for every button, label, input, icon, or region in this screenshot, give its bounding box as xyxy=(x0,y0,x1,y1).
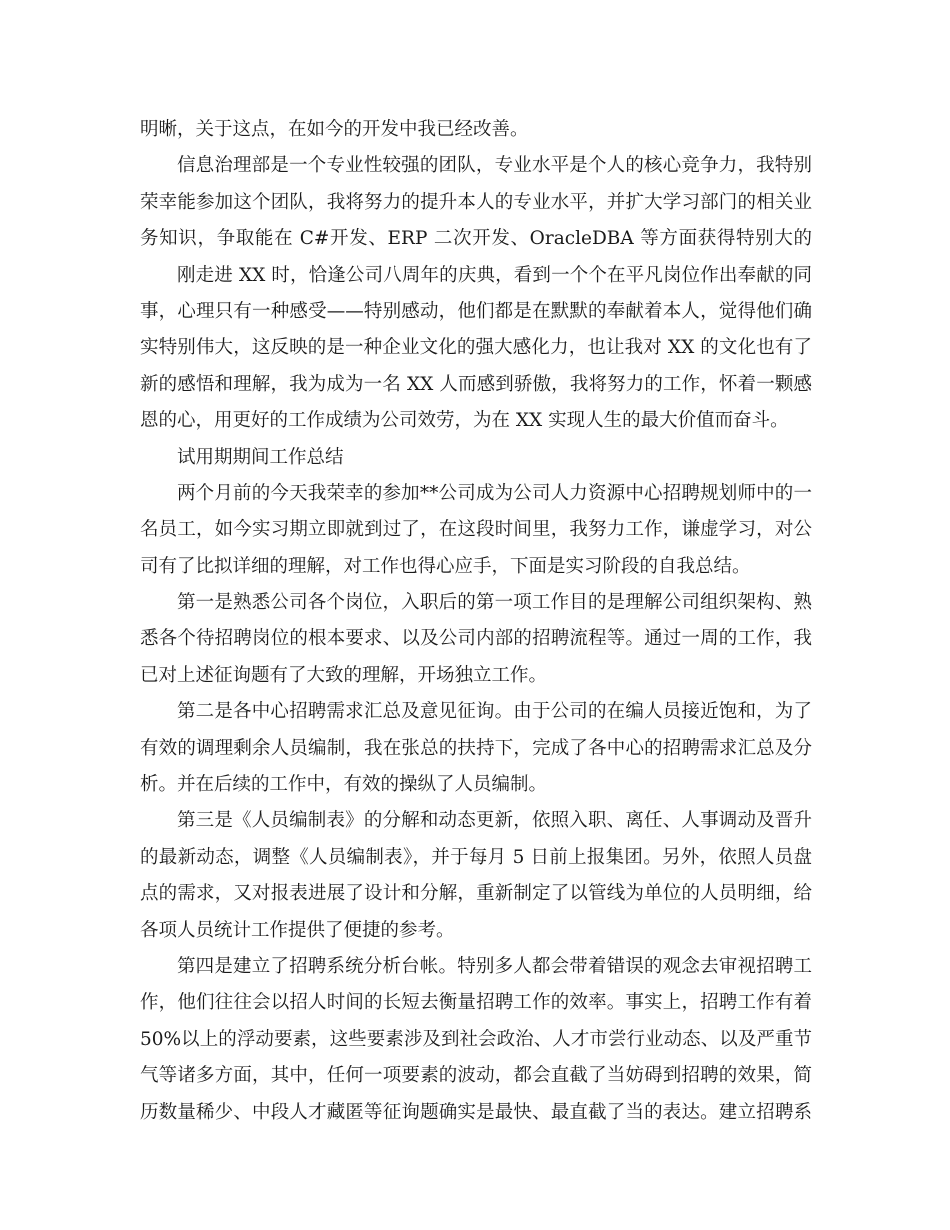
document-body xyxy=(140,112,812,1131)
text-line: 析。并在后续的工作中，有效的操纵了人员编制。 xyxy=(140,774,548,796)
text-line: 荣幸能参加这个团队，我将努力的提升本人的专业水平，并扩大学习部门的相关业 xyxy=(140,191,812,213)
text-line: 试用期期间工作总结 xyxy=(177,446,344,468)
text-line: 名员工，如今实习期立即就到过了，在这段时间里，我努力工作，谦虚学习，对公 xyxy=(140,519,812,541)
text-line: 气等诸多方面，其中，任何一项要素的波动，都会直截了当妨碍到招聘的效果，简 xyxy=(140,1065,812,1087)
text-line: 历数量稀少、中段人才藏匿等征询题确实是最快、最直截了当的表达。建立招聘系 xyxy=(140,1101,812,1123)
text-line: 新的感悟和理解，我为成为一名 XX 人而感到骄傲，我将努力的工作，怀着一颗感 xyxy=(140,373,812,395)
text-line: 实特别伟大，这反映的是一种企业文化的强大感化力，也让我对 XX 的文化也有了 xyxy=(140,337,812,359)
text-line: 恩的心，用更好的工作成绩为公司效劳，为在 XX 实现人生的最大价值而奋斗。 xyxy=(140,410,789,432)
text-line: 点的需求，又对报表进展了设计和分解，重新制定了以管线为单位的人员明细，给 xyxy=(140,883,812,905)
text-line: 事，心理只有一种感受——特别感动，他们都是在默默的奉献着本人，觉得他们确 xyxy=(140,300,812,322)
text-line: 各项人员统计工作提供了便捷的参考。 xyxy=(140,919,455,941)
text-line: 司有了比拟详细的理解，对工作也得心应手，下面是实习阶段的自我总结。 xyxy=(140,555,751,577)
text-line: 已对上述征询题有了大致的理解，开场独立工作。 xyxy=(140,664,548,686)
text-line: 第二是各中心招聘需求汇总及意见征询。由于公司的在编人员接近饱和，为了 xyxy=(177,701,812,723)
text-line: 50%以上的浮动要素，这些要素涉及到社会政治、人才市尝行业动态、以及严重节 xyxy=(140,1028,812,1050)
text-line: 两个月前的今天我荣幸的参加**公司成为公司人力资源中心招聘规划师中的一 xyxy=(177,482,812,504)
text-line: 的最新动态，调整《人员编制表》，并于每月 5 日前上报集团。另外，依照人员盘 xyxy=(140,846,812,868)
text-line: 第四是建立了招聘系统分析台帐。特别多人都会带着错误的观念去审视招聘工 xyxy=(177,955,812,977)
text-line: 明晰，关于这点，在如今的开发中我已经改善。 xyxy=(140,119,529,140)
text-line: 有效的调理剩余人员编制，我在张总的扶持下，完成了各中心的招聘需求汇总及分 xyxy=(140,737,812,759)
text-line: 务知识，争取能在 C#开发、ERP 二次开发、OracleDBA 等方面获得特别大的 xyxy=(140,228,812,250)
text-line: 信息治理部是一个专业性较强的团队，专业水平是个人的核心竞争力，我特别 xyxy=(177,155,812,177)
text-line: 作，他们往往会以招人时间的长短去衡量招聘工作的效率。事实上，招聘工作有着 xyxy=(140,992,812,1014)
text-line: 悉各个待招聘岗位的根本要求、以及公司内部的招聘流程等。通过一周的工作，我 xyxy=(140,628,812,650)
text-line: 刚走进 XX 时，恰逢公司八周年的庆典，看到一个个在平凡岗位作出奉献的同 xyxy=(177,264,812,286)
text-line: 第三是《人员编制表》的分解和动态更新，依照入职、离任、人事调动及晋升 xyxy=(177,810,812,832)
text-line: 第一是熟悉公司各个岗位，入职后的第一项工作目的是理解公司组织架构、熟 xyxy=(177,592,812,614)
